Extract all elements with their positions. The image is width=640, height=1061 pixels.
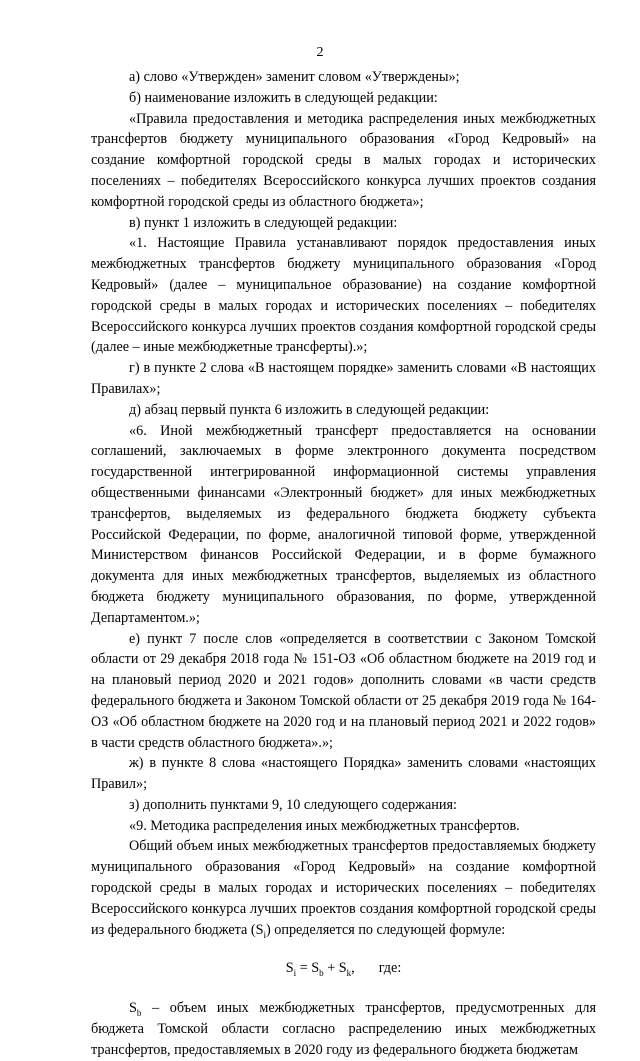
formula-where: где:	[378, 960, 402, 977]
page-number: 2	[316, 45, 324, 60]
paragraph-v: в) пункт 1 изложить в следующей редакции:	[129, 214, 398, 231]
paragraph-e: е) пункт 7 после слов «определяется в соответствии с Законом Томской области от 29 декабря 2018 года № 151-ОЗ «Об областном бюджете на 2019 год и на плановый период 2020 и 2021 годов» дополнить словами «в части средств федерального бюджета и Законом Томской области от 25 декабря 2019 года № 164-ОЗ «Об областном бюджете на 2020 год и на плановый период 2021 и 2022 годов» в части средств областного бюджета».»;	[91, 630, 596, 751]
paragraph-g: г) в пункте 2 слова «В настоящем порядке» заменить словами «В настоящих Правилах»;	[91, 360, 596, 397]
formula-lhs-sub: i	[293, 968, 297, 979]
formula-comma: ,	[351, 960, 355, 977]
paragraph-total-volume-tail: ) определяется по следующей формуле:	[266, 921, 506, 938]
paragraph-zh: ж) в пункте 8 слова «настоящего Порядка» заменить словами «настоящих Правил»;	[91, 755, 596, 793]
paragraph-9-heading: «9. Методика распределения иных межбюджетных трансфертов.	[129, 817, 520, 834]
document-body	[91, 67, 596, 1061]
paragraph-v-text: «1. Настоящие Правила устанавливают порядок предоставления иных межбюджетных трансфертов бюджету муниципального образования «Город Кедровый» (далее – муниципальное образование) на создание комфортной городской среды в малых городах и исторических поселениях – победителях Всероссийского конкурса лучших проектов создания комфортной городской среды (далее – иные межбюджетные трансферты).»;	[91, 235, 596, 356]
paragraph-d-text: «6. Иной межбюджетный трансферт предоставляется на основании соглашений, заключаемых в форме электронного документа посредством государственной интегрированной информационной системы управления общественными финансами «Электронный бюджет» для иных межбюджетных трансфертов, выделяемых из федерального бюджета бюджету субъекта Российской Федерации, по форме, аналогичной типовой форме, утвержденной Министерством финансов Российской Федерации, и в форме бумажного документа для иных межбюджетных трансфертов, выделяемых из областного бюджета бюджету муниципального образования, по форме, утвержденной Департаментом.»;	[91, 422, 596, 626]
paragraph-z: з) дополнить пунктами 9, 10 следующего содержания:	[129, 796, 457, 813]
paragraph-total-volume	[91, 836, 596, 940]
formula	[91, 958, 596, 978]
formula-lhs: S	[285, 960, 294, 977]
paragraph-d: д) абзац первый пункта 6 изложить в следующей редакции:	[129, 401, 490, 418]
sb-subscript: b	[136, 1008, 142, 1019]
formula-k-sub: k	[346, 968, 352, 979]
formula-eq: = S	[296, 960, 320, 977]
paragraph-a: а) слово «Утвержден» заменит словом «Утверждены»;	[129, 69, 460, 85]
paragraph-total-volume-text: Общий объем иных межбюджетных трансфертов предоставляемых бюджету муниципального образования «Город Кедровый» на создание комфортной городской среды в малых городах и исторических поселениях – победителях Всероссийского конкурса лучших проектов создания комфортной городской среды из федерального бюджета (S	[91, 838, 596, 938]
subscript-i: i	[263, 929, 266, 940]
formula-b-sub: b	[319, 968, 324, 979]
paragraph-b: б) наименование изложить в следующей редакции:	[129, 89, 438, 106]
sb-symbol: S	[129, 1000, 137, 1017]
paragraph-sb-definition	[91, 998, 596, 1060]
formula-plus: + S	[323, 960, 347, 977]
sb-definition-text: – объем иных межбюджетных трансфертов, предусмотренных для бюджета Томской области согласно распределению иных межбюджетных трансфертов, предоставляемых в 2020 году из федерального бюджета бюджетам	[91, 1000, 596, 1059]
paragraph-b-text: «Правила предоставления и методика распределения иных межбюджетных трансфертов бюджету муниципального образования «Город Кедровый» на создание комфортной городской среды в малых городах и исторических поселениях – победителях Всероссийского конкурса лучших проектов создания комфортной городской среды из областного бюджета»;	[91, 110, 596, 210]
